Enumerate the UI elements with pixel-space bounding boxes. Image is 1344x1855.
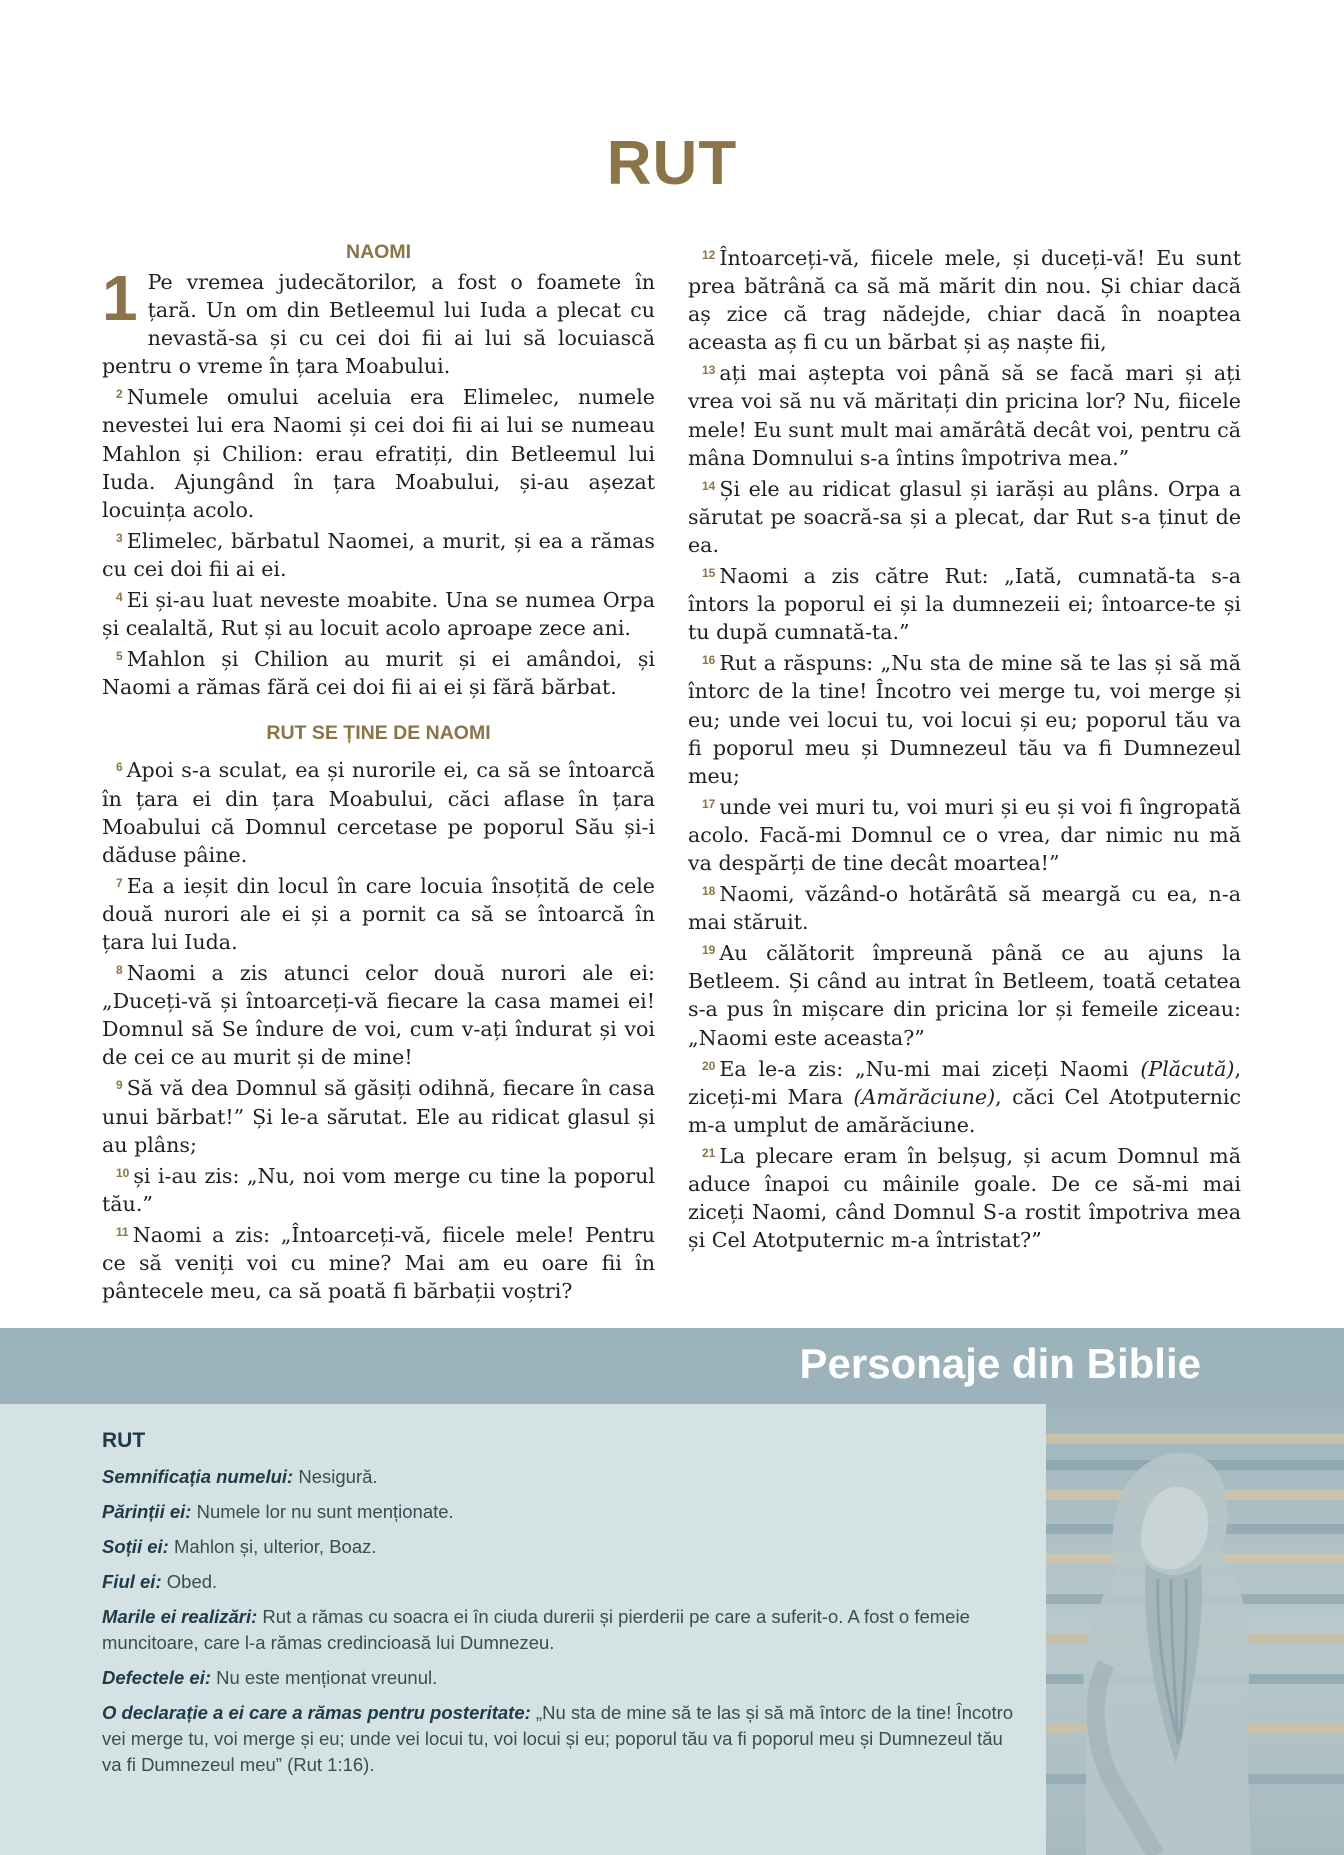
profile-details (102, 1428, 1020, 1787)
character-profile-panel (0, 1328, 1344, 1855)
verse-20: $^{20}$ Ea le-a zis: „Nu-mi mai ziceți Naomi (Plăcută), ziceți-mi Mara (Amărăciune), căci Cel Atotputernic m-a umplut de amărăciune. (688, 1056, 1241, 1137)
profile-row-parents: Părinții ei: Numele lor nu sunt menționate. (102, 1501, 454, 1522)
verse-11: $^{11}$ Naomi a zis: „Întoarceți-vă, fiicele mele! Pentru ce să veniți voi cu mine? Mai am eu oare fii în pântecele meu, ca să poată fi bărbații voștri? (102, 1222, 655, 1304)
verse-number: 13 (702, 363, 716, 378)
verse-number: 16 (702, 653, 716, 668)
statue-icon (1046, 1404, 1344, 1855)
section-heading-naomi: NAOMI (346, 241, 411, 263)
panel-header (0, 1328, 1344, 1404)
profile-row-achievements: Marile ei realizări: Rut a rămas cu soacra ei în ciuda durerii și pierderii pe care a suferit-o. A fost o femeie muncitoare, care l-a rămas credincioasă lui Dumnezeu. (102, 1606, 970, 1653)
profile-row-quote: O declarație a ei care a rămas pentru posteritate: „Nu sta de mine să te las și să mă întorc de la tine! Încotro vei merge tu, voi merge și eu; unde vei locui tu, voi locui și eu; poporul tău va fi poporul meu și Dumnezeul tău va fi Dumnezeul meu” (Rut 1:16). (102, 1702, 1014, 1775)
verse-number: 19 (702, 943, 716, 958)
chapter-number: 1 (102, 262, 138, 334)
panel-title: Personaje din Biblie (799, 1340, 1201, 1387)
verse-5: $^5$ Mahlon și Chilion au murit și ei amândoi, și Naomi a rămas fără cei doi fii ai ei și fără bărbat. (102, 647, 655, 700)
verse-number: 11 (116, 1224, 129, 1239)
profile-row-flaws: Defectele ei: Nu este menționat vreunul. (102, 1667, 438, 1688)
verse-number: 17 (702, 796, 716, 811)
verse-18: $^{18}$ Naomi, văzând-o hotărâtă să meargă cu ea, n-a mai stăruit. (688, 882, 1241, 935)
verse-number: 9 (116, 1078, 123, 1093)
verse-21: $^{21}$ La plecare eram în belșug, și acum Domnul mă aduce înapoi cu mâinile goale. De ce să-mi mai ziceți Naomi, când Domnul S-a rostit împotriva mea și Cel Atotputernic m-a întristat?” (688, 1143, 1241, 1253)
verse-1: 1 Pe vremea judecătorilor, a fost o foamete în țară. Un om din Betleemul lui Iuda a plecat cu nevastă-sa și cu cei doi fii ai lui să locuiască pentru o vreme în țara Moabului. (102, 262, 655, 379)
verse-number: 6 (116, 760, 123, 775)
verse-number: 10 (116, 1165, 130, 1180)
verse-number: 8 (116, 963, 123, 978)
verse-number: 4 (116, 590, 123, 605)
verse-15: $^{15}$ Naomi a zis către Rut: „Iată, cumnată-ta s-a întors la poporul ei și la dumnezeii ei; întoarce-te și tu după cumnată-ta.” (688, 564, 1241, 645)
verse-17: $^{17}$ unde vei muri tu, voi muri și eu și voi fi îngropată acolo. Facă-mi Domnul ce o vrea, dar nimic nu mă va despărți de tine decât moartea!” (688, 794, 1241, 875)
verse-10: $^{10}$ și i-au zis: „Nu, noi vom merge cu tine la poporul tău.” (102, 1163, 655, 1216)
book-title: RUT (606, 129, 738, 198)
verse-number: 15 (702, 566, 716, 581)
verse-7: $^7$ Ea a ieșit din locul în care locuia însoțită de cele două nurori ale ei și a pornit ca să se întoarcă în țara lui Iuda. (102, 873, 655, 954)
verse-19: $^{19}$ Au călătorit împreună până ce au ajuns la Betleem. Și când au intrat în Betleem, toată cetatea s-a pus în mișcare din pricina lor și femeile ziceau: „Naomi este aceasta?” (688, 941, 1241, 1050)
verse-3: $^3$ Elimelec, bărbatul Naomei, a murit, și ea a rămas cu cei doi fii ai ei. (102, 528, 655, 581)
verse-13: $^{13}$ ați mai aștepta voi până să se facă mari și ați vrea voi să nu vă măritați din pricina lor? Nu, fiicele mele! Eu sunt mult mai amărâtă decât voi, pentru că mâna Domnului s-a întins împotriva mea.” (688, 361, 1241, 470)
profile-row-meaning: Semnificația numelui: Nesigură. (102, 1466, 378, 1487)
verse-number: 12 (702, 248, 716, 262)
verse-number: 3 (116, 530, 123, 545)
verse-8: $^8$ Naomi a zis atunci celor două nurori ale ei: „Duceți-vă și întoarceți-vă fiecare la casa mamei ei! Domnul să Se îndure de voi, cum v-ați îndurat și voi de cei ce au murit și de mine! (102, 961, 655, 1070)
verse-9: $^9$ Să vă dea Domnul să găsiți odihnă, fiecare în casa unui bărbat!” Și le-a sărutat. Ele au ridicat glasul și au plâns; (102, 1076, 655, 1157)
text-column-left (102, 238, 655, 1305)
verse-12: $^{12}$ Întoarceți-vă, fiicele mele, și duceți-vă! Eu sunt prea bătrână ca să mă mărit din nou. Și chiar dacă aș zice că trag nădejde, chiar dacă în noaptea aceasta aș fi cu un bărbat și aș naște fii, (688, 246, 1241, 355)
verse-number: 14 (702, 478, 716, 493)
verse-number: 7 (116, 875, 123, 890)
verse-14: $^{14}$ Și ele au ridicat glasul și iarăși au plâns. Orpa a sărutat pe soacră-sa și a plecat, dar Rut s-a ținut de ea. (688, 476, 1241, 557)
section-heading-rut: RUT SE ȚINE DE NAOMI (266, 722, 491, 745)
verse-number: 5 (116, 649, 123, 664)
verse-number: 2 (116, 387, 123, 402)
verse-4: $^4$ Ei și-au luat neveste moabite. Una se numea Orpa și cealaltă, Rut și au locuit acolo aproape zece ani. (102, 588, 655, 641)
verse-6: $^6$ Apoi s-a sculat, ea și nurorile ei, ca să se întoarcă în țara ei din țara Moabului, căci aflase în țara Moabului că Domnul cercetase pe poporul Său și-i dăduse pâine. (102, 758, 655, 867)
verse-number: 21 (702, 1145, 716, 1160)
verse-2: $^2$ Numele omului aceluia era Elimelec, numele nevestei lui era Naomi și cei doi fii ai lui se numeau Mahlon și Chilion: erau efratiți, din Betleemul lui Iuda. Ajungând în țara Moabului, și-au așezat locuința acolo. (102, 385, 655, 522)
statue-illustration (1046, 1404, 1344, 1855)
verse-number: 18 (702, 884, 716, 899)
verse-number: 20 (702, 1058, 716, 1073)
text-column-right (688, 241, 1241, 1254)
verse-16: $^{16}$ Rut a răspuns: „Nu sta de mine să te las și să mă întorc de la tine! Încotro vei merge tu, voi merge și eu; unde vei locui tu, voi locui și eu; poporul tău va fi poporul meu și Dumnezeul tău va fi Dumnezeul meu; (688, 651, 1241, 788)
profile-row-husbands: Soții ei: Mahlon și, ulterior, Boaz. (102, 1536, 377, 1557)
profile-name: RUT (102, 1429, 146, 1452)
profile-row-son: Fiul ei: Obed. (102, 1571, 218, 1592)
